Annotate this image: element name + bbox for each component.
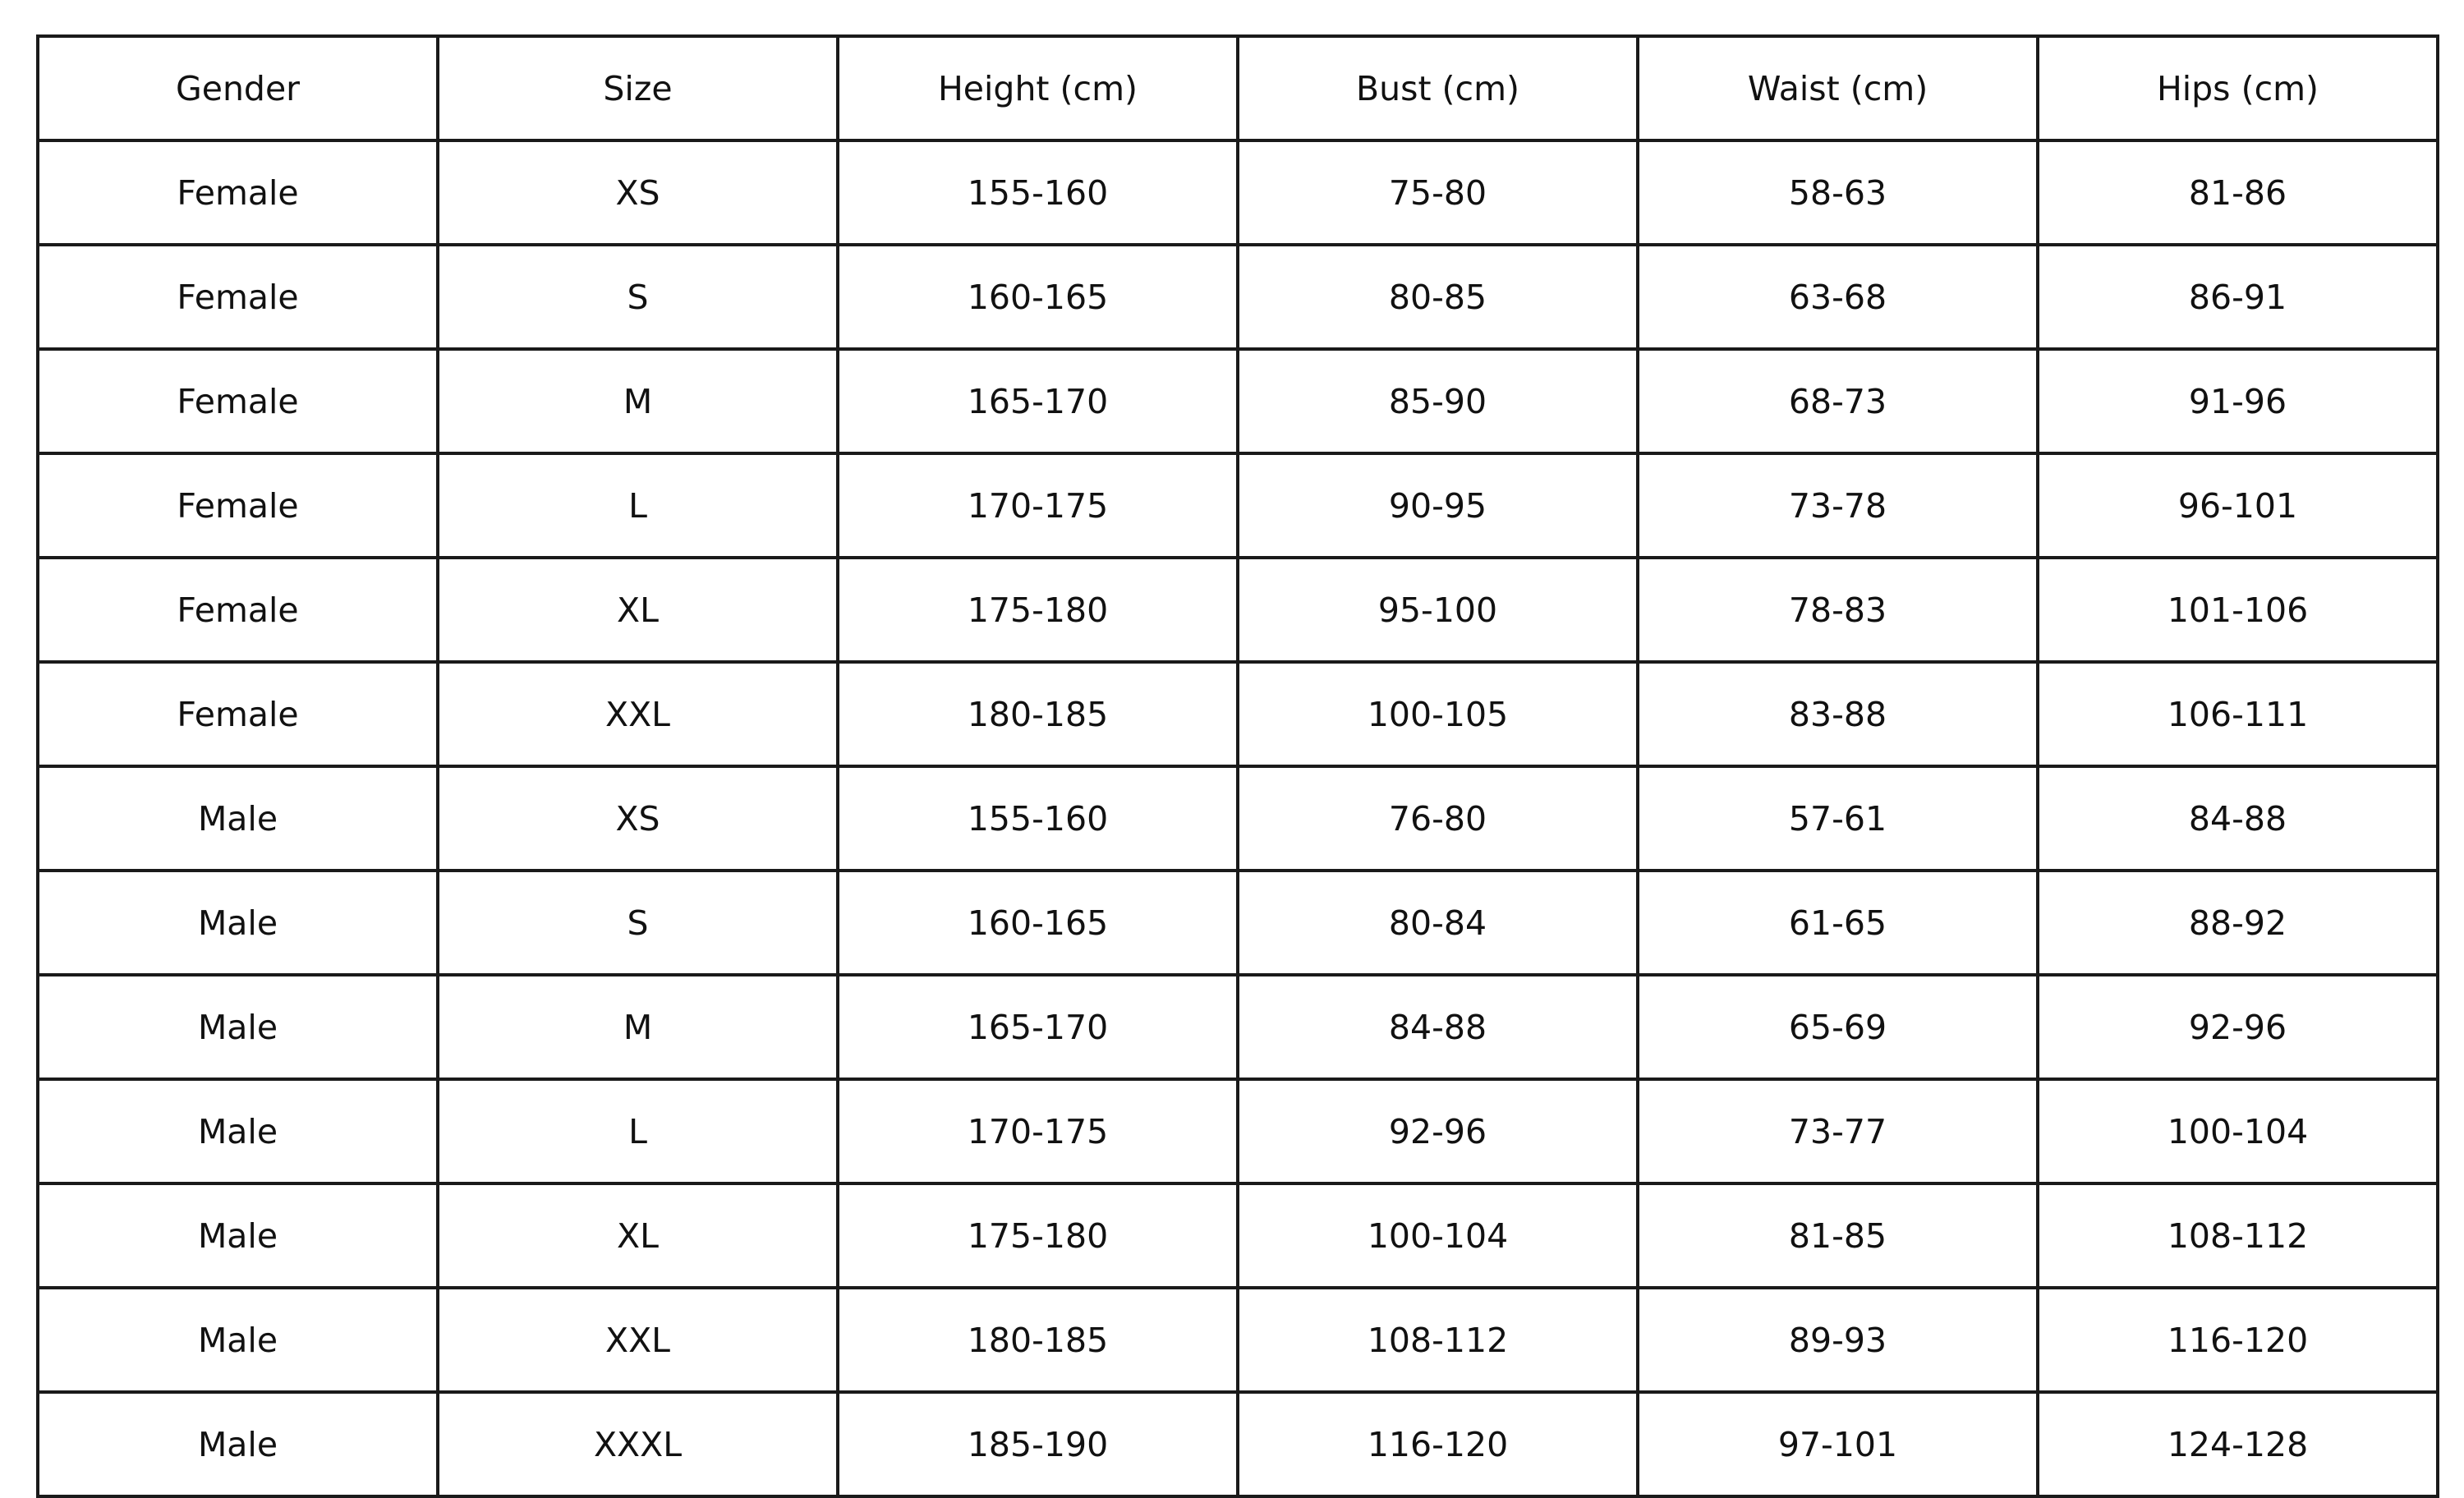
table-row bbox=[38, 975, 2438, 1079]
table-row bbox=[38, 1079, 2438, 1183]
cell-bust: 116-120 bbox=[1238, 1392, 1638, 1496]
cell-hips: 96-101 bbox=[2038, 453, 2438, 558]
cell-gender: Female bbox=[38, 453, 438, 558]
table-row bbox=[38, 662, 2438, 766]
cell-size: XS bbox=[438, 766, 838, 871]
cell-gender: Male bbox=[38, 1288, 438, 1392]
cell-bust: 108-112 bbox=[1238, 1288, 1638, 1392]
column-header-bust: Bust (cm) bbox=[1238, 36, 1638, 140]
cell-bust: 92-96 bbox=[1238, 1079, 1638, 1183]
cell-size: S bbox=[438, 245, 838, 349]
cell-size: XS bbox=[438, 140, 838, 245]
table-body bbox=[38, 140, 2438, 1496]
cell-waist: 89-93 bbox=[1638, 1288, 2038, 1392]
cell-height: 180-185 bbox=[838, 662, 1238, 766]
table-row bbox=[38, 1288, 2438, 1392]
cell-size: XXL bbox=[438, 1288, 838, 1392]
cell-hips: 106-111 bbox=[2038, 662, 2438, 766]
cell-hips: 116-120 bbox=[2038, 1288, 2438, 1392]
cell-hips: 100-104 bbox=[2038, 1079, 2438, 1183]
cell-gender: Female bbox=[38, 140, 438, 245]
cell-height: 170-175 bbox=[838, 453, 1238, 558]
cell-height: 165-170 bbox=[838, 349, 1238, 453]
size-chart-table bbox=[36, 34, 2439, 1498]
cell-size: M bbox=[438, 975, 838, 1079]
cell-hips: 91-96 bbox=[2038, 349, 2438, 453]
cell-gender: Female bbox=[38, 558, 438, 662]
table-row bbox=[38, 871, 2438, 975]
cell-hips: 86-91 bbox=[2038, 245, 2438, 349]
table-row bbox=[38, 453, 2438, 558]
cell-size: L bbox=[438, 453, 838, 558]
column-header-hips: Hips (cm) bbox=[2038, 36, 2438, 140]
table-row bbox=[38, 766, 2438, 871]
cell-size: L bbox=[438, 1079, 838, 1183]
table-header-row bbox=[38, 36, 2438, 140]
cell-hips: 101-106 bbox=[2038, 558, 2438, 662]
cell-bust: 84-88 bbox=[1238, 975, 1638, 1079]
cell-waist: 73-77 bbox=[1638, 1079, 2038, 1183]
cell-bust: 85-90 bbox=[1238, 349, 1638, 453]
cell-hips: 124-128 bbox=[2038, 1392, 2438, 1496]
table-row bbox=[38, 349, 2438, 453]
cell-height: 155-160 bbox=[838, 140, 1238, 245]
cell-height: 175-180 bbox=[838, 558, 1238, 662]
cell-size: XXL bbox=[438, 662, 838, 766]
cell-gender: Female bbox=[38, 662, 438, 766]
cell-bust: 80-84 bbox=[1238, 871, 1638, 975]
cell-size: XL bbox=[438, 1183, 838, 1288]
cell-bust: 75-80 bbox=[1238, 140, 1638, 245]
cell-waist: 61-65 bbox=[1638, 871, 2038, 975]
cell-gender: Male bbox=[38, 975, 438, 1079]
cell-hips: 92-96 bbox=[2038, 975, 2438, 1079]
cell-waist: 73-78 bbox=[1638, 453, 2038, 558]
cell-hips: 108-112 bbox=[2038, 1183, 2438, 1288]
cell-hips: 81-86 bbox=[2038, 140, 2438, 245]
cell-waist: 58-63 bbox=[1638, 140, 2038, 245]
cell-size: S bbox=[438, 871, 838, 975]
cell-waist: 63-68 bbox=[1638, 245, 2038, 349]
cell-bust: 80-85 bbox=[1238, 245, 1638, 349]
cell-waist: 97-101 bbox=[1638, 1392, 2038, 1496]
cell-waist: 78-83 bbox=[1638, 558, 2038, 662]
cell-bust: 100-105 bbox=[1238, 662, 1638, 766]
cell-gender: Female bbox=[38, 245, 438, 349]
cell-height: 165-170 bbox=[838, 975, 1238, 1079]
cell-hips: 84-88 bbox=[2038, 766, 2438, 871]
cell-gender: Male bbox=[38, 1079, 438, 1183]
cell-waist: 57-61 bbox=[1638, 766, 2038, 871]
cell-bust: 76-80 bbox=[1238, 766, 1638, 871]
cell-height: 155-160 bbox=[838, 766, 1238, 871]
cell-height: 180-185 bbox=[838, 1288, 1238, 1392]
cell-height: 175-180 bbox=[838, 1183, 1238, 1288]
cell-height: 170-175 bbox=[838, 1079, 1238, 1183]
table-row bbox=[38, 245, 2438, 349]
cell-bust: 90-95 bbox=[1238, 453, 1638, 558]
cell-gender: Male bbox=[38, 871, 438, 975]
cell-size: XXXL bbox=[438, 1392, 838, 1496]
cell-waist: 65-69 bbox=[1638, 975, 2038, 1079]
cell-gender: Male bbox=[38, 766, 438, 871]
cell-bust: 100-104 bbox=[1238, 1183, 1638, 1288]
cell-waist: 81-85 bbox=[1638, 1183, 2038, 1288]
column-header-waist: Waist (cm) bbox=[1638, 36, 2038, 140]
cell-waist: 68-73 bbox=[1638, 349, 2038, 453]
table-row bbox=[38, 1392, 2438, 1496]
cell-height: 160-165 bbox=[838, 245, 1238, 349]
table-row bbox=[38, 558, 2438, 662]
cell-gender: Male bbox=[38, 1392, 438, 1496]
cell-gender: Female bbox=[38, 349, 438, 453]
cell-size: XL bbox=[438, 558, 838, 662]
cell-bust: 95-100 bbox=[1238, 558, 1638, 662]
cell-height: 185-190 bbox=[838, 1392, 1238, 1496]
cell-waist: 83-88 bbox=[1638, 662, 2038, 766]
cell-hips: 88-92 bbox=[2038, 871, 2438, 975]
column-header-gender: Gender bbox=[38, 36, 438, 140]
column-header-size: Size bbox=[438, 36, 838, 140]
cell-size: M bbox=[438, 349, 838, 453]
cell-gender: Male bbox=[38, 1183, 438, 1288]
table-row bbox=[38, 1183, 2438, 1288]
column-header-height: Height (cm) bbox=[838, 36, 1238, 140]
cell-height: 160-165 bbox=[838, 871, 1238, 975]
table-row bbox=[38, 140, 2438, 245]
